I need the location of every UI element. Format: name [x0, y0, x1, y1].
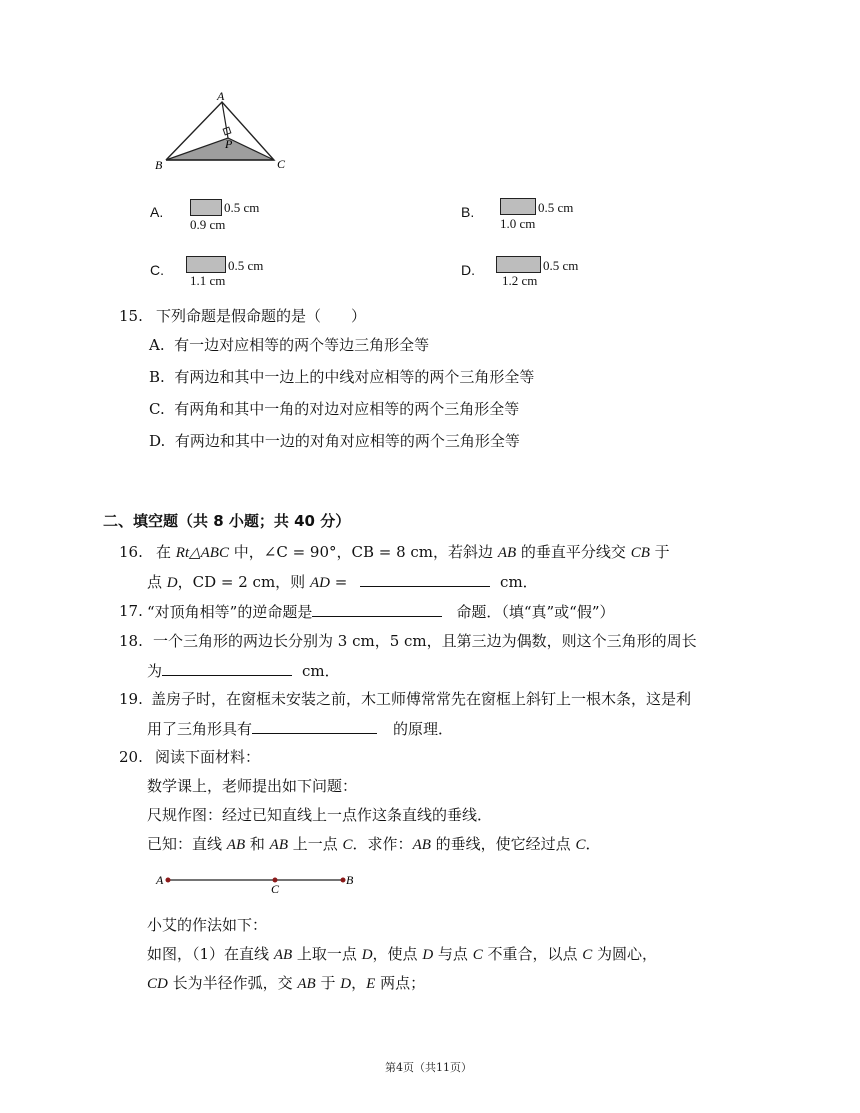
- text: ，: [351, 974, 367, 992]
- height-label: 0.5 cm: [543, 258, 579, 273]
- math-ab: AB: [497, 545, 517, 561]
- height-label: 0.5 cm: [228, 258, 264, 273]
- option-letter: D.: [461, 262, 475, 278]
- math-d: D: [166, 575, 178, 591]
- label-b: B: [346, 873, 354, 887]
- q18-line1: 一个三角形的两边长分别为 3 cm，5 cm，且第三边为偶数，则这个三角形的周长: [153, 632, 697, 650]
- page-footer: 第4页（共11页）: [385, 1061, 472, 1074]
- height-label: 0.5 cm: [538, 200, 574, 215]
- answer-blank-19[interactable]: [252, 717, 377, 734]
- text: 两点；: [375, 974, 426, 992]
- rect-option-c: [186, 256, 226, 273]
- math-ab: AB: [269, 837, 288, 853]
- question-number-16: 16.: [119, 543, 143, 561]
- q20-intro: 阅读下面材料：: [155, 748, 261, 766]
- width-label: 1.2 cm: [502, 273, 538, 288]
- math-ad: AD: [309, 575, 330, 591]
- question-number-20: 20.: [119, 748, 143, 766]
- label-c: C: [271, 882, 280, 895]
- width-label: 1.0 cm: [500, 216, 536, 231]
- text: 上一点: [287, 835, 343, 853]
- question-number-15: 15.: [119, 307, 143, 325]
- math-ab: AB: [412, 837, 431, 853]
- q15-option-d[interactable]: [149, 430, 520, 452]
- triangle-figure: [150, 90, 300, 175]
- width-label: 1.1 cm: [190, 273, 226, 288]
- math-c: C: [582, 947, 593, 963]
- label-b: B: [155, 158, 163, 172]
- label-a: A: [156, 873, 164, 887]
- q16-line1: [156, 541, 670, 564]
- text: 已知：直线: [147, 835, 227, 853]
- text: 于: [315, 974, 341, 992]
- answer-blank-18[interactable]: [162, 659, 292, 676]
- option-letter: A.: [149, 336, 165, 354]
- rect-option-d: [496, 256, 541, 273]
- question-stem-15: 下列命题是假命题的是（ ）: [156, 307, 367, 325]
- q20-p6: [147, 972, 425, 995]
- question-number-17: 17.: [119, 602, 143, 620]
- text: 的垂线，使它经过点: [430, 835, 576, 853]
- math-cd: CD: [147, 976, 168, 992]
- text: 命题．（填“真”或“假”）: [456, 603, 615, 621]
- q16-line2: [147, 570, 538, 594]
- option-letter: B.: [461, 204, 475, 220]
- answer-blank-16[interactable]: [360, 570, 490, 587]
- text: ，使点: [372, 945, 423, 963]
- math-ab: AB: [297, 976, 316, 992]
- math-d: D: [361, 947, 373, 963]
- q20-p3: [147, 833, 600, 856]
- question-number-19: 19.: [119, 690, 143, 708]
- text: ．: [585, 835, 601, 853]
- text: 和: [245, 835, 270, 853]
- option-letter: B.: [149, 368, 165, 386]
- q20-p5: [147, 943, 657, 966]
- text: 与点: [433, 945, 473, 963]
- math-c: C: [472, 947, 483, 963]
- option-letter: A.: [150, 204, 164, 220]
- section-title: 二、填空题（共 8 小题；共 40 分）: [103, 512, 351, 530]
- q15-option-b[interactable]: [149, 366, 534, 388]
- q20-p4: 小艾的作法如下：: [147, 916, 268, 934]
- q17-line: [147, 600, 615, 623]
- line-ab-figure: [155, 870, 360, 895]
- q20-p1: 数学课上，老师提出如下问题：: [147, 777, 358, 795]
- math-d: D: [422, 947, 434, 963]
- math-d: D: [340, 976, 352, 992]
- q19-line1: 盖房子时，在窗框未安装之前，木工师傅常常先在窗框上斜钉上一根木条，这是利: [151, 690, 692, 708]
- text: 中，∠C = 90°，CB = 8 cm，若斜边: [228, 543, 498, 561]
- label-c: C: [277, 157, 286, 171]
- text: 上取一点: [292, 945, 362, 963]
- answer-blank-17[interactable]: [312, 600, 442, 617]
- text: =: [329, 573, 353, 591]
- text: 不重合，以点: [482, 945, 583, 963]
- unit: cm．: [500, 573, 538, 591]
- math-c: C: [575, 837, 586, 853]
- height-label: 0.5 cm: [224, 200, 260, 215]
- text: 点: [147, 573, 167, 591]
- text: ．求作：: [352, 835, 413, 853]
- math-e: E: [366, 976, 376, 992]
- unit: cm．: [302, 662, 340, 680]
- text: 为圆心，: [592, 945, 658, 963]
- option-letter: C.: [150, 262, 164, 278]
- text: 如图，（1）在直线: [147, 945, 274, 963]
- option-text: 有两边和其中一边上的中线对应相等的两个三角形全等: [174, 368, 535, 386]
- math-rt-abc: Rt△ABC: [175, 545, 229, 561]
- text: 为: [147, 662, 163, 680]
- text: “对顶角相等”的逆命题是: [147, 603, 313, 621]
- rect-option-a: [190, 199, 222, 216]
- option-letter: C.: [149, 400, 165, 418]
- option-letter: D.: [149, 432, 166, 450]
- math-cb: CB: [630, 545, 650, 561]
- q15-option-c[interactable]: [149, 398, 519, 420]
- rect-option-b: [500, 198, 536, 215]
- math-ab: AB: [273, 947, 293, 963]
- math-c: C: [342, 837, 353, 853]
- option-text: 有两角和其中一角的对边对应相等的两个三角形全等: [174, 400, 520, 418]
- option-text: 有一边对应相等的两个等边三角形全等: [174, 336, 430, 354]
- text: 长为半径作弧，交: [167, 974, 298, 992]
- question-number-18: 18.: [119, 632, 143, 650]
- q18-line2: [147, 659, 340, 682]
- text: 的垂直平分线交: [516, 543, 631, 561]
- label-p: P: [225, 137, 233, 151]
- width-label: 0.9 cm: [190, 217, 226, 232]
- label-a: A: [217, 90, 225, 103]
- q15-option-a[interactable]: [149, 334, 429, 356]
- math-ab: AB: [226, 837, 246, 853]
- text: 于: [649, 543, 670, 561]
- text: 的原理．: [393, 720, 454, 738]
- text: ，CD = 2 cm，则: [177, 573, 310, 591]
- option-text: 有两边和其中一边的对角对应相等的两个三角形全等: [174, 432, 520, 450]
- q19-line2: [147, 717, 453, 740]
- point-b: [341, 878, 346, 883]
- text: 用了三角形具有: [147, 720, 253, 738]
- q20-p2: 尺规作图：经过已知直线上一点作这条直线的垂线．: [147, 806, 493, 824]
- point-a: [166, 878, 171, 883]
- text: 在: [156, 543, 176, 561]
